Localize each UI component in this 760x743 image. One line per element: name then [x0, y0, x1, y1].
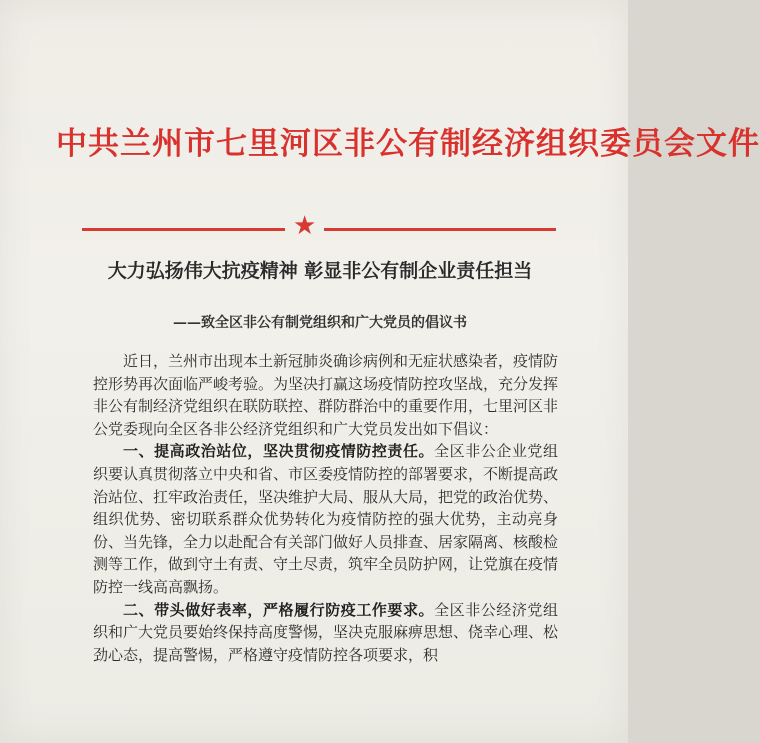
item-1-heading: 一、提高政治站位，坚决贯彻疫情防控责任。	[123, 442, 435, 461]
item-2-paragraph	[93, 599, 558, 667]
red-rule-left	[82, 228, 285, 231]
document-header-title: 中共兰州市七里河区非公有制经济组织委员会文件	[56, 126, 760, 162]
document-body	[93, 350, 558, 666]
document-subtitle: ——致全区非公有制党组织和广大党员的倡议书	[173, 315, 467, 331]
item-1-body: 全区非公企业党组织要认真贯彻落立中央和省、市区委疫情防控的部署要求，不断提高政治站位、扛牢政治责任，坚决维护大局、服从大局，把党的政治优势、组织优势、密切联系群众优势转化为疫情防控的强大优势，主动亮身份、当先锋，全力以赴配合有关部门做好人员排查、居家隔离、核酸检测等工作，做到守土有责、守土尽责，筑牢全员防护网，让党旗在疫情防控一线高高飘扬。	[93, 442, 559, 596]
intro-paragraph: 近日，兰州市出现本土新冠肺炎确诊病例和无症状感染者，疫情防控形势再次面临严峻考验。为坚决打赢这场疫情防控攻坚战，充分发挥非公有制经济党组织在联防联控、群防群治中的重要作用，七里河区非公党委现向全区各非公经济党组织和广大党员发出如下倡议：	[93, 352, 559, 438]
item-1-paragraph	[93, 440, 558, 598]
item-2-heading: 二、带头做好表率，严格履行防疫工作要求。	[123, 600, 435, 619]
red-rule-right	[324, 228, 556, 231]
red-star-icon: ★	[293, 211, 317, 241]
document-title: 大力弘扬伟大抗疫精神 彰显非公有制企业责任担当	[107, 260, 533, 282]
item-2-body: 全区非公经济党组织和广大党员要始终保持高度警惕，坚决克服麻痹思想、侥幸心理、松劲心态，提高警惕，严格遵守疫情防控各项要求，积	[93, 600, 559, 664]
